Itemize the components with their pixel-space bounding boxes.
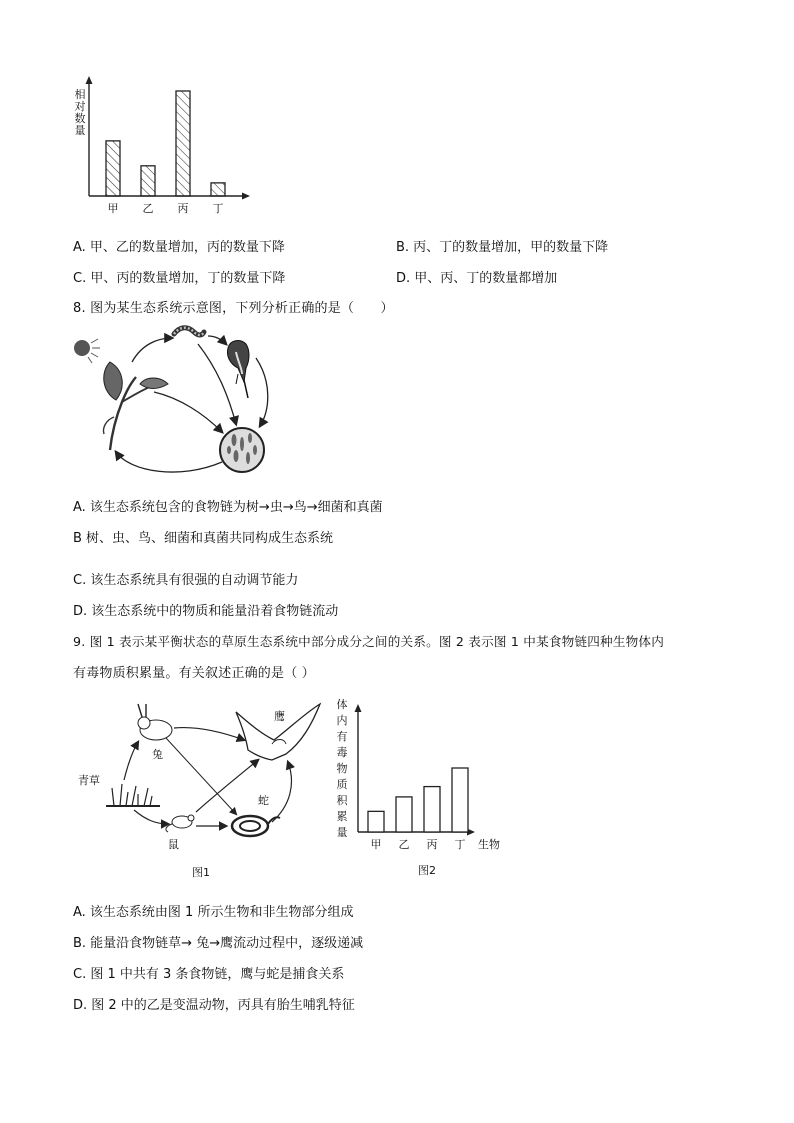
bird-icon xyxy=(227,341,249,398)
tick-label: 乙 xyxy=(398,838,410,851)
y-label-char: 质 xyxy=(336,778,348,791)
tick-label: 甲 xyxy=(370,838,382,851)
q7-option-c: C. 甲、丙的数量增加，丁的数量下降 xyxy=(73,271,286,286)
arrow-grass-to-rabbit xyxy=(124,742,138,780)
q7-option-a: A. 甲、乙的数量增加，丙的数量下降 xyxy=(73,240,285,255)
y-axis-arrow xyxy=(86,76,93,84)
tick-label: 丙 xyxy=(177,202,189,215)
y-label-char: 对 xyxy=(74,100,86,113)
q9-option-a: A. 该生态系统由图 1 所示生物和非生物部分组成 xyxy=(73,905,354,920)
grass-icon xyxy=(106,784,160,806)
q9-option-c: C. 图 1 中共有 3 条食物链，鹰与蛇是捕食关系 xyxy=(73,967,345,982)
arrow-bird-to-bacteria xyxy=(256,358,268,426)
q9-stem-line2: 有毒物质积累量。有关叙述正确的是（ ） xyxy=(73,666,315,681)
y-label-char: 毒 xyxy=(336,746,348,759)
arrow-tree-to-bacteria xyxy=(154,392,222,432)
tick-label: 丁 xyxy=(212,202,224,215)
q7-option-b: B. 丙、丁的数量增加，甲的数量下降 xyxy=(396,240,609,255)
y-label-char: 积 xyxy=(336,794,348,807)
ecosystem-diagram xyxy=(70,322,280,482)
figure2-caption: 图2 xyxy=(418,864,436,877)
bar-丙 xyxy=(424,787,440,832)
tick-label: 丙 xyxy=(426,838,438,851)
y-axis-arrow xyxy=(355,704,362,712)
arrow-snake-to-eagle xyxy=(272,762,291,822)
x-axis-arrow xyxy=(242,193,250,200)
y-label-char: 体 xyxy=(336,698,348,711)
toxin-accumulation-chart xyxy=(330,694,510,884)
arrow-caterpillar-to-bird xyxy=(208,336,226,344)
sun-icon xyxy=(74,339,100,363)
y-label-char: 物 xyxy=(336,762,348,775)
y-label-char: 有 xyxy=(336,730,348,743)
tree-icon xyxy=(103,362,168,450)
bacteria-fungi-icon xyxy=(220,428,264,472)
arrow-rabbit-to-eagle xyxy=(174,728,244,740)
grass-label: 青草 xyxy=(78,774,100,787)
y-label-char: 相 xyxy=(74,88,86,101)
bar-乙 xyxy=(396,797,412,832)
mouse-icon xyxy=(166,815,194,832)
y-label-char: 量 xyxy=(336,826,348,839)
arrow-rabbit-to-snake xyxy=(166,738,236,814)
q7-option-d: D. 甲、丙、丁的数量都增加 xyxy=(396,271,558,286)
figure1-caption: 图1 xyxy=(192,866,210,879)
rabbit-icon xyxy=(138,704,172,740)
tick-label: 甲 xyxy=(107,202,119,215)
bar-丙 xyxy=(176,91,190,196)
y-axis-label xyxy=(75,87,86,137)
y-axis-label xyxy=(337,697,349,839)
snake-label: 蛇 xyxy=(258,794,269,807)
q9-stem-line1: 9. 图 1 表示某平衡状态的草原生态系统中部分成分之间的关系。图 2 表示图 1 中某食物链四种生物体内 xyxy=(73,634,665,649)
y-label-char: 量 xyxy=(74,124,86,137)
bar-丁 xyxy=(211,183,225,196)
tick-label: 丁 xyxy=(454,838,466,851)
eagle-label: 鹰 xyxy=(274,710,285,723)
bar-丁 xyxy=(452,768,468,832)
rabbit-label: 兔 xyxy=(152,748,163,761)
tick-label: 乙 xyxy=(142,202,154,215)
q8-option-d: D. 该生态系统中的物质和能量沿着食物链流动 xyxy=(73,604,339,619)
mouse-label: 鼠 xyxy=(168,838,179,851)
y-label-char: 内 xyxy=(336,714,348,727)
y-label-char: 累 xyxy=(336,810,348,823)
x-axis-label: 生物 xyxy=(478,838,500,851)
relative-quantity-chart xyxy=(60,72,270,222)
q8-stem: 8. 图为某生态系统示意图，下列分析正确的是（ ） xyxy=(73,301,394,316)
bar-乙 xyxy=(141,166,155,196)
caterpillar-icon xyxy=(174,328,204,335)
bar-甲 xyxy=(368,811,384,832)
arrow-tree-to-caterpillar xyxy=(132,338,172,362)
q8-option-a: A. 该生态系统包含的食物链为树→虫→鸟→细菌和真菌 xyxy=(73,500,383,515)
q8-option-b: B 树、虫、鸟、细菌和真菌共同构成生态系统 xyxy=(73,531,334,546)
bar-甲 xyxy=(106,141,120,196)
arrow-grass-to-mouse xyxy=(134,810,168,824)
snake-icon xyxy=(232,816,280,836)
y-label-char: 数 xyxy=(74,112,86,125)
food-web-figure xyxy=(76,698,326,883)
arrow-bacteria-to-tree xyxy=(116,452,222,472)
q8-option-c: C. 该生态系统具有很强的自动调节能力 xyxy=(73,573,299,588)
q9-option-b: B. 能量沿食物链草→ 兔→鹰流动过程中，逐级递减 xyxy=(73,936,364,951)
q9-option-d: D. 图 2 中的乙是变温动物，丙具有胎生哺乳特征 xyxy=(73,998,355,1013)
